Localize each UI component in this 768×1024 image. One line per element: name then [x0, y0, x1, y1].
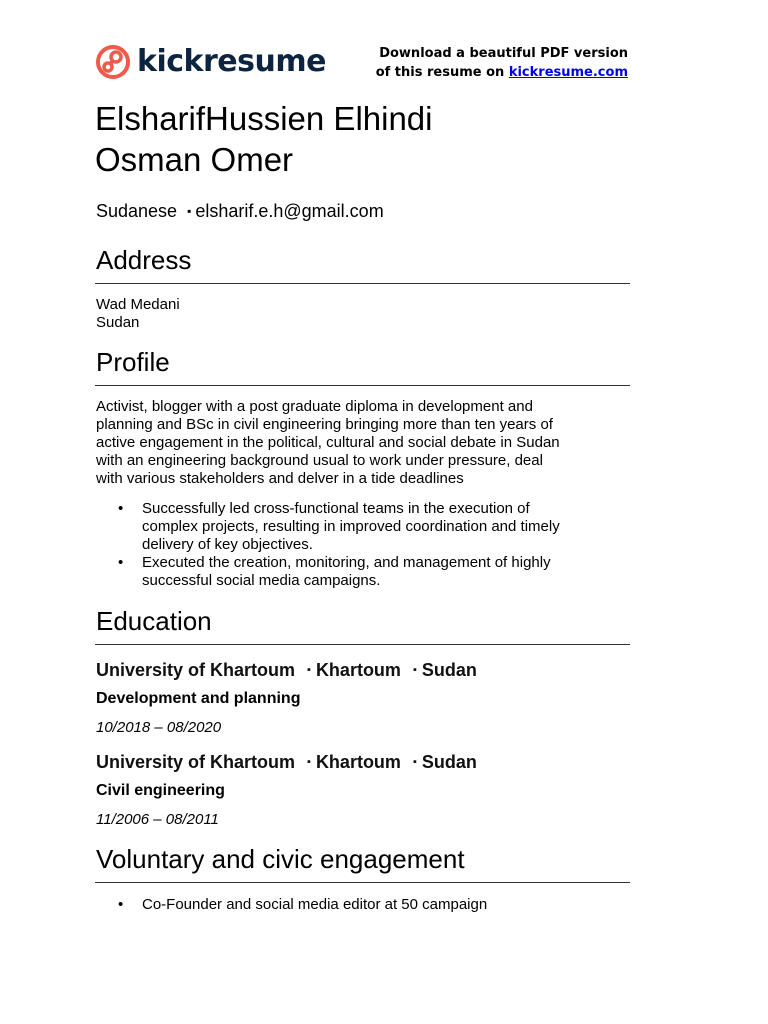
education-dates-2: 11/2006 – 08/2011 [96, 811, 219, 828]
bullet-line: • Executed the creation, monitoring, and management of highly [142, 554, 551, 571]
profile-line: Activist, blogger with a post graduate diploma in development and [96, 398, 533, 415]
education-rule [95, 644, 630, 645]
kickresume-logo-icon [95, 44, 131, 80]
education-school-1 [96, 659, 477, 681]
voluntary-heading: Voluntary and civic engagement [96, 844, 465, 874]
profile-bullet [142, 500, 636, 554]
separator: ▪ [187, 204, 192, 218]
separator: ▪ [412, 664, 417, 676]
school-city: Khartoum [315, 660, 401, 680]
education-degree-1: Development and planning [96, 690, 301, 707]
separator: ▪ [307, 756, 311, 768]
profile-bullet-list [96, 500, 636, 590]
bullet-line: delivery of key objectives. [142, 536, 313, 553]
candidate-name [95, 98, 635, 180]
kickresume-logo[interactable] [95, 42, 326, 82]
name-line-1: ElsharifHussien Elhindi [95, 100, 433, 137]
contact-line [96, 199, 384, 223]
address-heading: Address [96, 245, 192, 275]
profile-summary [96, 398, 636, 488]
name-line-2: Osman Omer [95, 141, 294, 178]
profile-bullet [142, 554, 636, 590]
separator: ▪ [307, 664, 311, 676]
profile-line: planning and BSc in civil engineering bringing more than ten years of [96, 416, 553, 433]
address-block [96, 296, 180, 332]
email[interactable]: elsharif.e.h@gmail.com [195, 201, 384, 221]
voluntary-bullet: • Co-Founder and social media editor at 50 campaign [142, 896, 636, 914]
profile-line: with an engineering background usual to work under pressure, deal [96, 452, 543, 469]
profile-heading: Profile [96, 347, 170, 377]
school-name: University of Khartoum [96, 660, 296, 680]
address-line-2: Sudan [96, 314, 140, 331]
education-dates-1: 10/2018 – 08/2020 [96, 719, 222, 736]
voluntary-rule [95, 882, 630, 883]
bullet-line: • Successfully led cross-functional teams in the execution of [142, 500, 530, 517]
separator: ▪ [412, 756, 417, 768]
promo-line-2-prefix: of this resume on [375, 65, 505, 80]
kickresume-link[interactable]: kickresume.com [508, 65, 628, 80]
address-rule [95, 283, 630, 284]
profile-line: with various stakeholders and delver in a tide deadlines [96, 470, 464, 487]
bullet-line: successful social media campaigns. [142, 572, 381, 589]
education-heading: Education [96, 606, 212, 636]
promo-line-2 [360, 63, 628, 82]
nationality: Sudanese [96, 201, 178, 221]
kickresume-wordmark: kickresume [137, 44, 326, 79]
profile-line: active engagement in the political, cultural and social debate in Sudan [96, 434, 560, 451]
school-country: Sudan [421, 752, 477, 772]
voluntary-bullet-list [96, 896, 636, 914]
address-line-1: Wad Medani [96, 296, 180, 313]
school-country: Sudan [421, 660, 477, 680]
education-school-2 [96, 751, 477, 773]
school-name: University of Khartoum [96, 752, 296, 772]
school-city: Khartoum [315, 752, 401, 772]
education-degree-2: Civil engineering [96, 782, 225, 799]
bullet-line: complex projects, resulting in improved coordination and timely [142, 518, 560, 535]
profile-rule [95, 385, 630, 386]
promo-line-1: Download a beautiful PDF version [379, 46, 628, 61]
download-promo [360, 44, 628, 82]
